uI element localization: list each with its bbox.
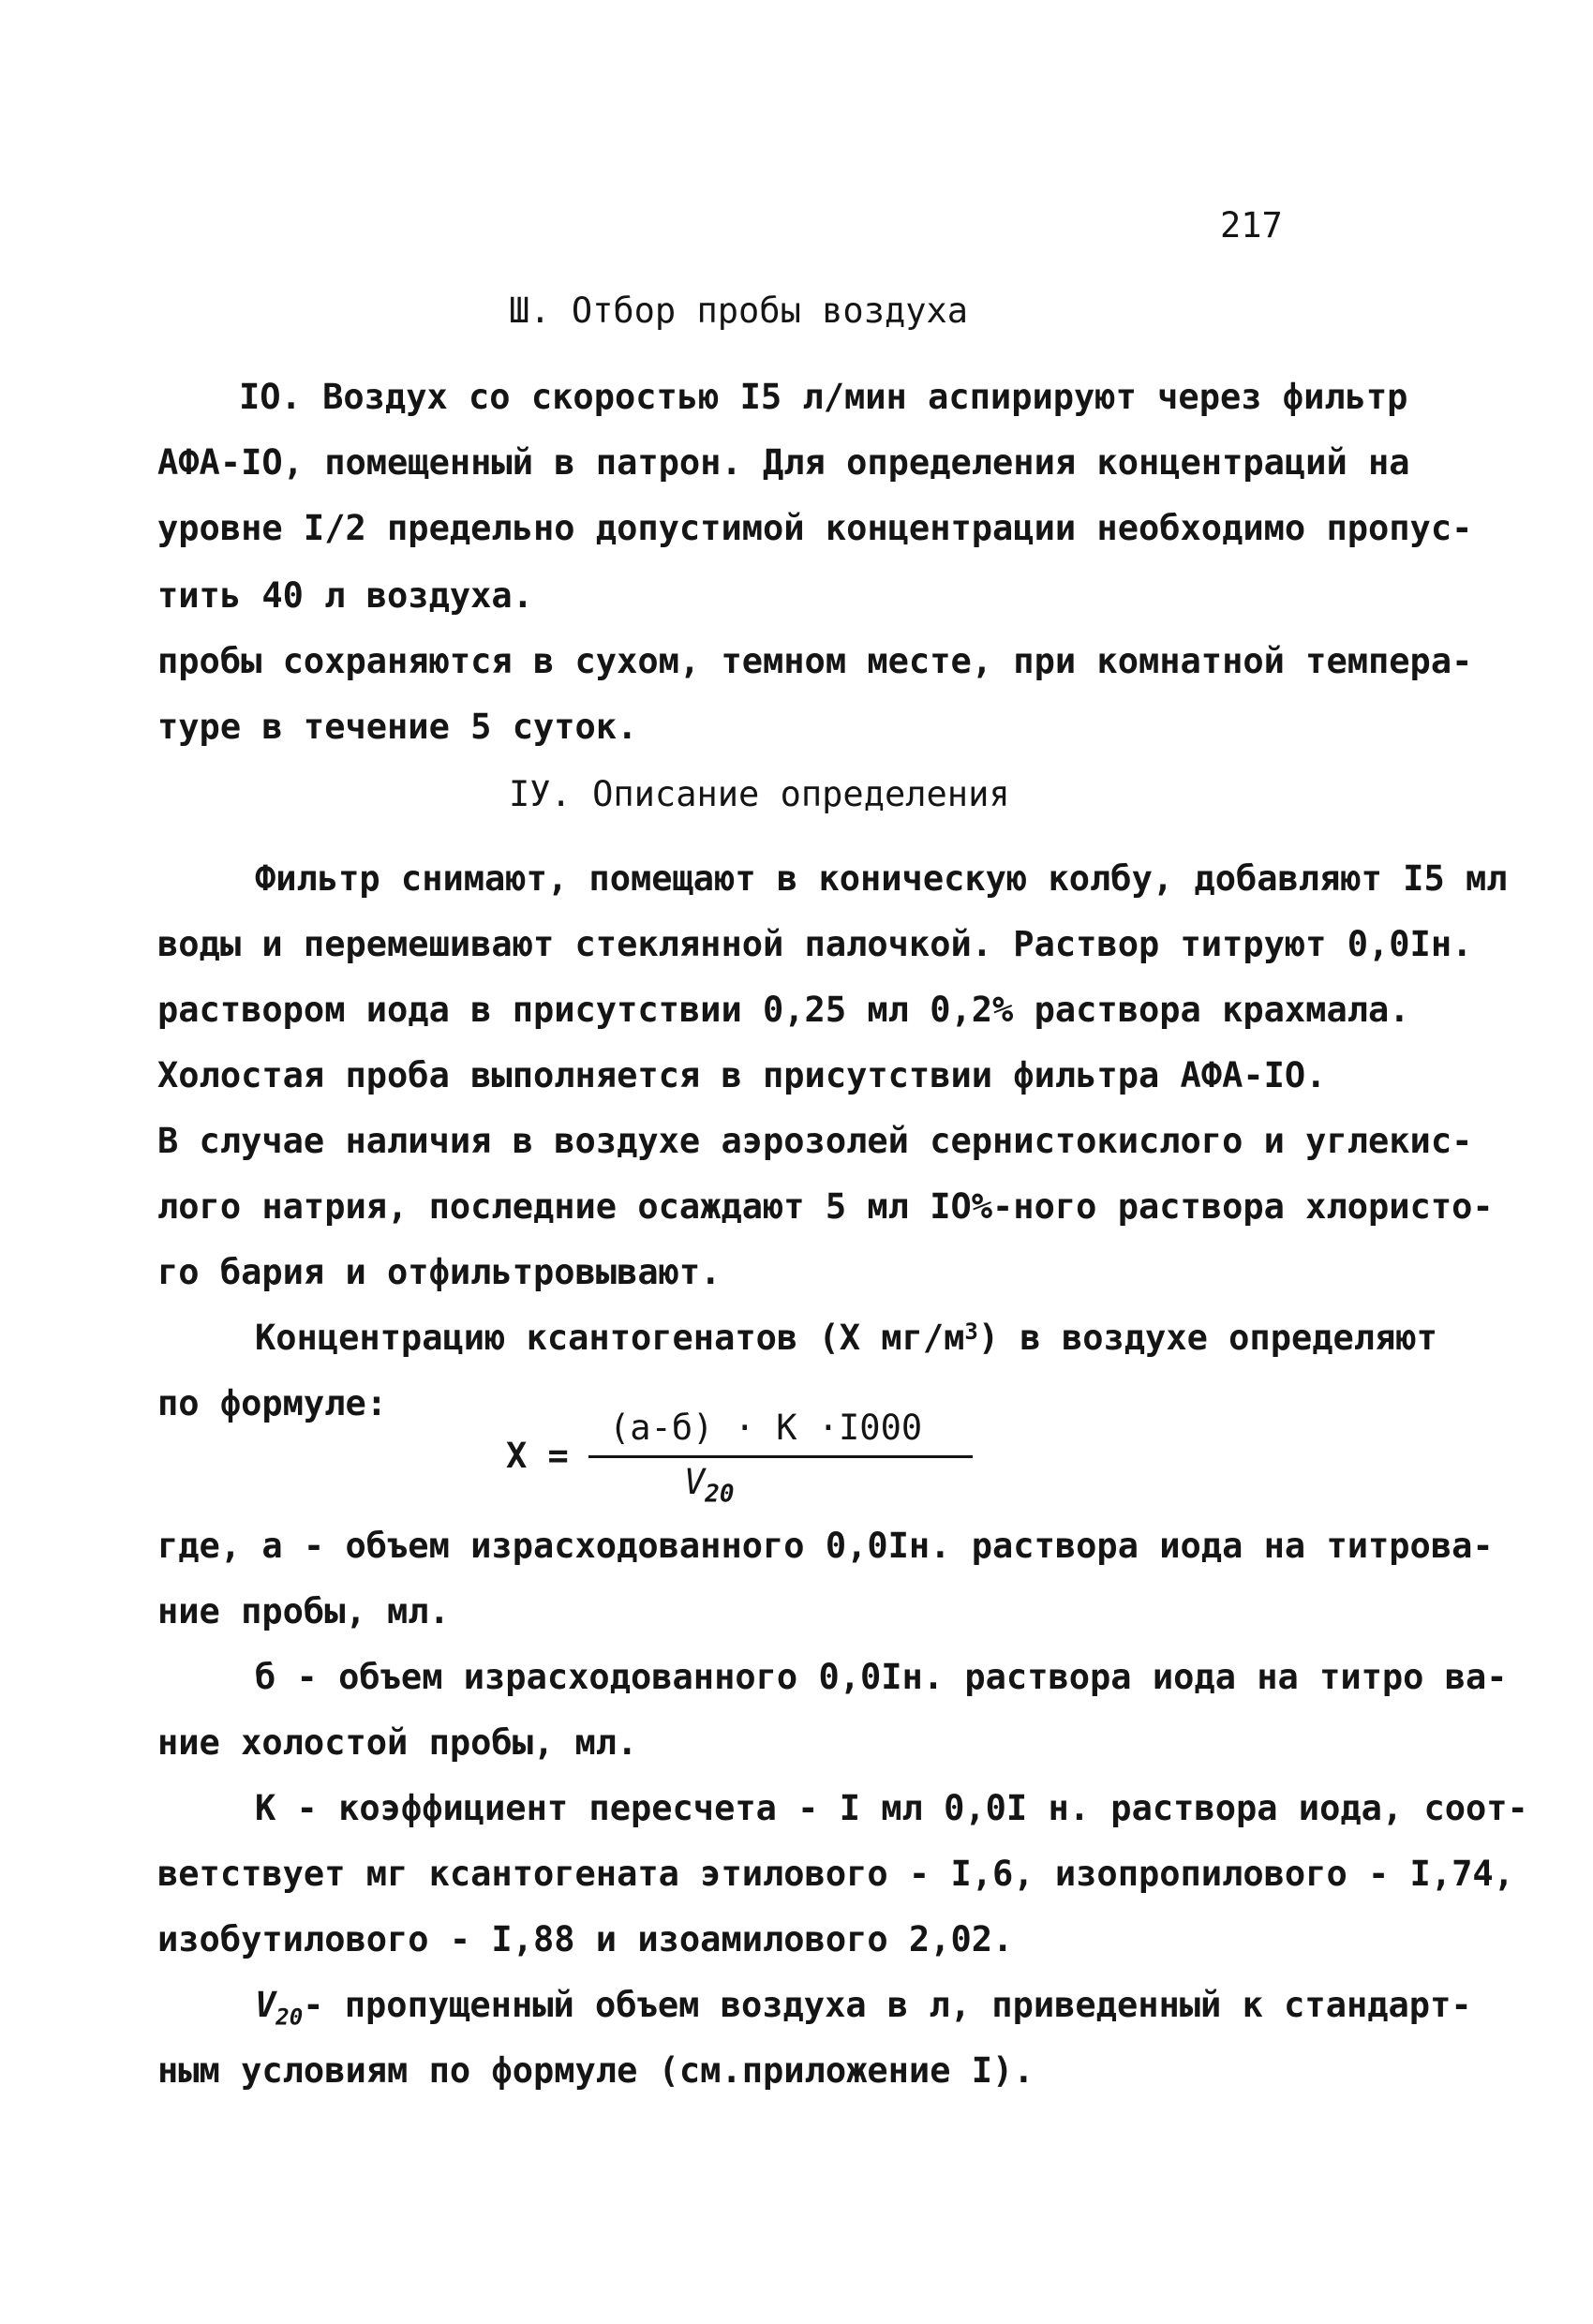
formula-numerator: (а-б) · К ·I000 bbox=[609, 1408, 923, 1448]
where-a-line-2: ние пробы, мл. bbox=[157, 1591, 450, 1631]
page-number: 217 bbox=[1220, 205, 1283, 246]
procedure-line-6: лого натрия, последние осаждают 5 мл IO%-ного раствора хлористо- bbox=[157, 1186, 1494, 1227]
procedure-line-2: воды и перемешивают стеклянной палочкой. Раствор титруют 0,0Iн. bbox=[157, 924, 1473, 964]
section-4-heading: IУ. Описание определения bbox=[509, 774, 1010, 814]
concentration-superscript: 3 bbox=[964, 1318, 978, 1345]
concentration-text-a: Концентрацию ксантогенатов (X мг/м bbox=[255, 1318, 965, 1358]
concentration-line bbox=[255, 1318, 1437, 1358]
paragraph-10-line-3: уровне I/2 предельно допустимой концентрации необходимо пропус- bbox=[157, 508, 1473, 548]
where-k-line-1: К - коэффициент пересчета - I мл 0,0I н. раствора иода, соот- bbox=[255, 1788, 1528, 1828]
procedure-line-3: раствором иода в присутствии 0,25 мл 0,2% раствора крахмала. bbox=[157, 990, 1410, 1030]
concentration-text-b: ) в воздухе определяют bbox=[977, 1318, 1437, 1358]
paragraph-10-line-1: IO. Воздух со скоростью I5 л/мин аспирируют через фильтр bbox=[239, 377, 1408, 417]
procedure-line-5: В случае наличия в воздухе аэрозолей сернистокислого и углекис- bbox=[157, 1121, 1473, 1161]
where-k-line-3: изобутилового - I,88 и изоамилового 2,02. bbox=[157, 1919, 1014, 1959]
paragraph-10-line-2: АФА-IO, помещенный в патрон. Для определения концентраций на bbox=[157, 442, 1410, 483]
procedure-line-4: Холостая проба выполняется в присутствии фильтра АФА-IO. bbox=[157, 1055, 1327, 1095]
fraction-bar bbox=[588, 1455, 973, 1458]
procedure-line-1: Фильтр снимают, помещают в коническую колбу, добавляют I5 мл bbox=[255, 858, 1508, 899]
storage-line-2: туре в течение 5 суток. bbox=[157, 707, 638, 747]
where-v-line-2: ным условиям по формуле (см.приложение I). bbox=[157, 2050, 1035, 2091]
storage-line-1: пробы сохраняются в сухом, темном месте, при комнатной темпера- bbox=[157, 641, 1473, 681]
formula bbox=[506, 1410, 993, 1513]
by-formula-label: по формуле: bbox=[157, 1383, 388, 1423]
where-a-line-1: где, а - объем израсходованного 0,0Iн. раствора иода на титрова- bbox=[157, 1526, 1494, 1566]
volume-symbol: V bbox=[255, 1985, 276, 2025]
volume-subscript: 20 bbox=[275, 2004, 304, 2031]
formula-denominator-v: V bbox=[684, 1462, 706, 1502]
volume-description: - пропущенный объем воздуха в л, приведенный к стандарт- bbox=[303, 1985, 1472, 2025]
section-3-heading: Ш. Отбор пробы воздуха bbox=[509, 290, 969, 331]
where-v-line-1 bbox=[255, 1985, 1472, 2031]
where-b-line-2: ние холостой пробы, мл. bbox=[157, 1722, 638, 1763]
where-b-line-1: б - объем израсходованного 0,0Iн. раствора иода на титро ва- bbox=[255, 1657, 1508, 1697]
formula-lhs: X = bbox=[506, 1436, 569, 1476]
where-k-line-2: ветствует мг ксантогената этилового - I,6, изопропилового - I,74, bbox=[157, 1854, 1514, 1894]
formula-denominator-subscript: 20 bbox=[705, 1480, 735, 1509]
paragraph-10-line-4: тить 40 л воздуха. bbox=[157, 575, 533, 616]
procedure-line-7: го бария и отфильтровывают. bbox=[157, 1252, 722, 1292]
formula-denominator bbox=[684, 1462, 735, 1509]
